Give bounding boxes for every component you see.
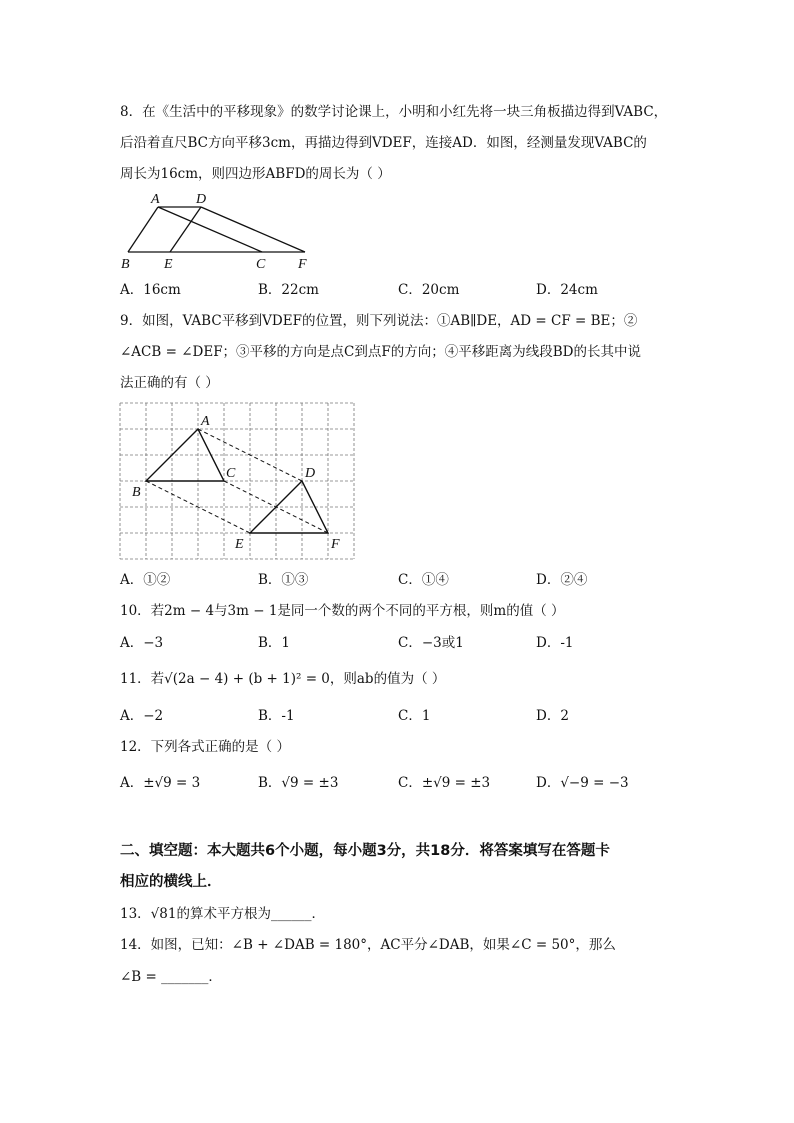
q9-line3: 法正确的有（ ） (120, 375, 219, 391)
q10-line1: 10．若2m − 4与3m − 1是同一个数的两个不同的平方根，则m的值（ ） (120, 603, 565, 619)
q14-line1: 14．如图，已知：∠B + ∠DAB = 180°，AC平分∠DAB，如果∠C = 50°，那么 (120, 937, 616, 953)
q9-line2: ∠ACB = ∠DEF；③平移的方向是点C到点F的方向；④平移距离为线段BD的长其中说 (120, 344, 642, 360)
q9-option-d[interactable]: D．②④ (536, 572, 588, 588)
q8-line2: 后沿着直尺BC方向平移3cm，再描边得到VDEF，连接AD．如图，经测量发现VABC的 (120, 135, 647, 151)
q8-line1: 8．在《生活中的平移现象》的数学讨论课上，小明和小红先将一块三角板描边得到VABC， (120, 104, 668, 120)
q9-option-c[interactable]: C．①④ (398, 572, 449, 588)
q9-label-c: C (226, 466, 236, 481)
q11-option-c[interactable]: C．1 (398, 708, 431, 724)
q9-line1: 9．如图，VABC平移到VDEF的位置，则下列说法：①AB∥DE，AD = CF = BE；② (120, 313, 638, 329)
q10-option-d[interactable]: D．-1 (536, 635, 574, 651)
q11-option-b[interactable]: B．-1 (258, 708, 295, 724)
q10-option-b[interactable]: B．1 (258, 635, 291, 651)
q9-label-d: D (305, 466, 316, 481)
q10-option-a[interactable]: A．−3 (120, 635, 164, 651)
q10-option-c[interactable]: C．−3或1 (398, 635, 464, 651)
q8-option-a[interactable]: A．16cm (120, 282, 181, 298)
q8-label-c: C (256, 257, 266, 272)
q11-option-a[interactable]: A．−2 (120, 708, 164, 724)
q9-figure (119, 402, 355, 560)
q9-label-e: E (235, 537, 244, 552)
q12-option-d[interactable]: D．√−9 = −3 (536, 775, 629, 791)
q8-option-c[interactable]: C．20cm (398, 282, 460, 298)
q12-option-b[interactable]: B．√9 = ±3 (258, 775, 339, 791)
q8-figure (115, 190, 320, 272)
q12-line1: 12．下列各式正确的是（ ） (120, 739, 290, 755)
q8-line3: 周长为16cm，则四边形ABFD的周长为（ ） (120, 166, 391, 182)
q14-line2: ∠B = _______． (120, 969, 222, 985)
q11-option-d[interactable]: D．2 (536, 708, 569, 724)
section2-heading-line1: 二、填空题：本大题共6个小题，每小题3分，共18分．将答案填写在答题卡 (120, 843, 610, 859)
q8-label-d: D (196, 192, 207, 207)
q9-option-a[interactable]: A．①② (120, 572, 171, 588)
q8-option-d[interactable]: D．24cm (536, 282, 598, 298)
q9-label-a: A (201, 414, 210, 429)
q13-line1: 13．√81的算术平方根为______． (120, 906, 325, 922)
q8-label-e: E (164, 257, 173, 272)
q9-option-b[interactable]: B．①③ (258, 572, 309, 588)
q12-option-c[interactable]: C．±√9 = ±3 (398, 775, 491, 791)
q9-label-f: F (331, 537, 340, 552)
q11-line1: 11．若√(2a − 4) + (b + 1)² = 0，则ab的值为（ ） (120, 671, 446, 687)
q8-label-f: F (298, 257, 307, 272)
q8-label-a: A (151, 192, 160, 207)
section2-heading-line2: 相应的横线上． (120, 874, 222, 890)
q8-option-b[interactable]: B．22cm (258, 282, 319, 298)
q9-label-b: B (132, 485, 141, 500)
q12-option-a[interactable]: A．±√9 = 3 (120, 775, 201, 791)
q8-label-b: B (121, 257, 130, 272)
